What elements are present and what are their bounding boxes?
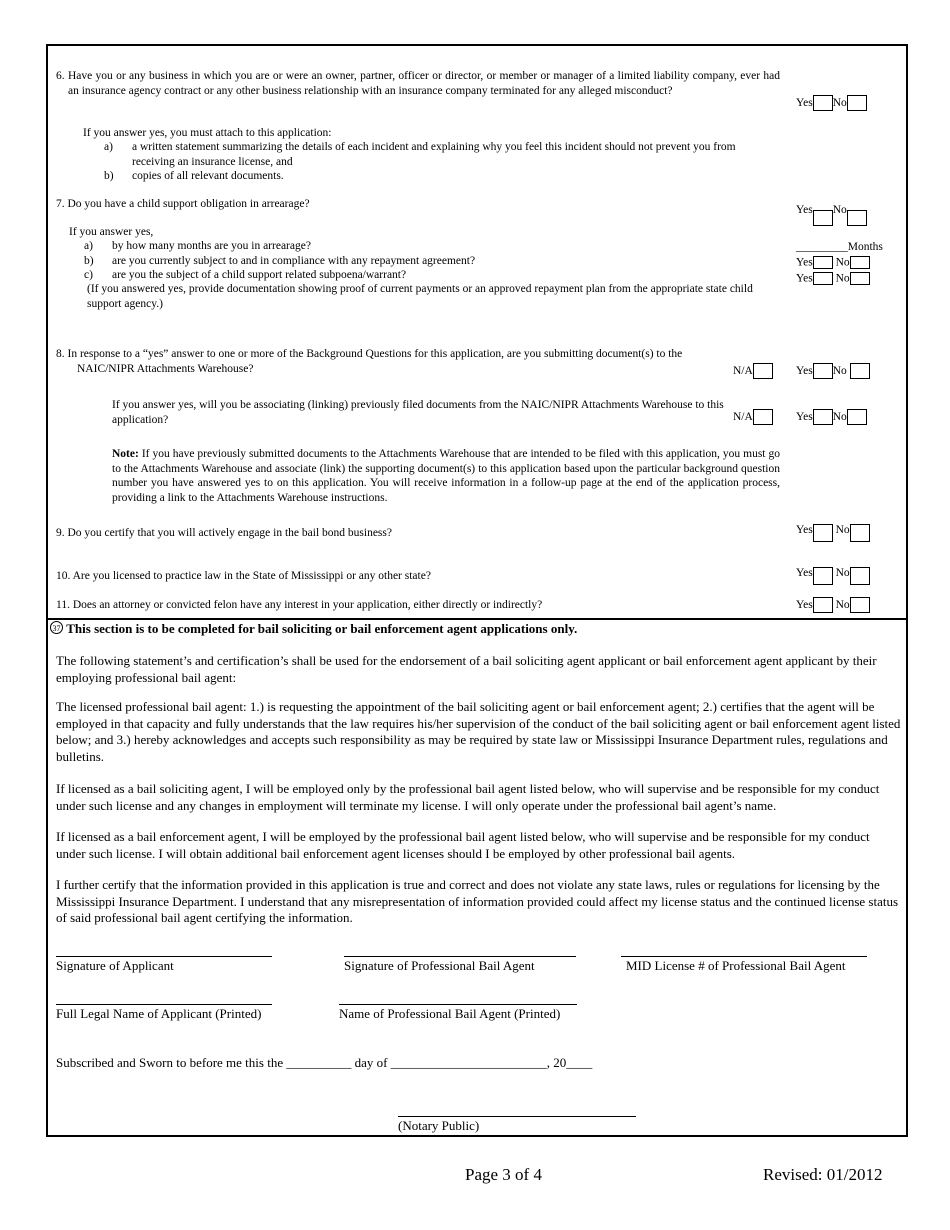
applicant-signature-line[interactable]	[56, 956, 272, 957]
q9-yes-checkbox[interactable]	[813, 524, 833, 542]
notary-signature-line[interactable]	[398, 1116, 636, 1117]
mid-license-label: MID License # of Professional Bail Agent	[626, 958, 846, 973]
q7-question: 7. Do you have a child support obligation in arrearage?	[56, 198, 310, 210]
q8-sub-yes-checkbox[interactable]	[813, 409, 833, 425]
q8-sub-na-checkbox[interactable]	[753, 409, 773, 425]
q7b-no-checkbox[interactable]	[850, 256, 870, 269]
notary-label: (Notary Public)	[398, 1118, 480, 1133]
q10-yes-checkbox[interactable]	[813, 567, 833, 585]
list-item: a) by how many months are you in arrearage?	[84, 240, 311, 252]
applicant-signature-label: Signature of Applicant	[56, 958, 174, 973]
q7b-yes-no: Yes No	[796, 256, 870, 269]
mid-license-line[interactable]	[621, 956, 867, 957]
q11-question: 11. Does an attorney or convicted felon have any interest in your application, either directly or indirectly?	[56, 599, 543, 611]
q11-yes-no: Yes No	[796, 597, 870, 613]
q10-no-checkbox[interactable]	[850, 567, 870, 585]
q7c-no-checkbox[interactable]	[850, 272, 870, 285]
section-para-3: If licensed as a bail soliciting agent, I will be employed only by the professional bail agent listed below, who will supervise and be responsible for my conduct under such license and any changes in employment will terminate my license. I will only operate under the professional bail agent’s name.	[56, 781, 880, 813]
q11-yes-checkbox[interactable]	[813, 597, 833, 613]
q8-na-checkbox[interactable]	[753, 363, 773, 379]
q9-no-checkbox[interactable]	[850, 524, 870, 542]
q6-yes-checkbox[interactable]	[813, 95, 833, 111]
q7b-yes-checkbox[interactable]	[813, 256, 833, 269]
q10-question: 10. Are you licensed to practice law in the State of Mississippi or any other state?	[56, 570, 431, 582]
q7-instructions: If you answer yes,	[69, 226, 154, 238]
section-para-1: The following statement’s and certification’s shall be used for the endorsement of a bail soliciting agent applicant or bail enforcement agent applicant by their employing professional bail agent:	[56, 653, 877, 685]
q7-no-checkbox[interactable]	[847, 210, 867, 226]
q9-question: 9. Do you certify that you will actively engage in the bail bond business?	[56, 527, 392, 539]
section-para-4: If licensed as a bail enforcement agent, I will be employed by the professional bail agent listed below, who will supervise and be responsible for my conduct under such license. I will obtain additional bail enforcement agent licenses should I be employed by other professional bail agents.	[56, 829, 870, 861]
q8-question: 8. In response to a “yes” answer to one or more of the Background Questions for this application, are you submitting document(s) to the NAIC/NIPR Attachments Warehouse?	[56, 348, 683, 375]
agent-signature-label: Signature of Professional Bail Agent	[344, 958, 535, 973]
agent-name-line[interactable]	[339, 1004, 577, 1005]
agent-signature-line[interactable]	[344, 956, 576, 957]
applicant-name-label: Full Legal Name of Applicant (Printed)	[56, 1006, 262, 1021]
q7-yes-checkbox[interactable]	[813, 210, 833, 226]
q8-yes-checkbox[interactable]	[813, 363, 833, 379]
q6-yes-no: Yes No	[796, 95, 867, 111]
q7-note: (If you answered yes, provide documentation showing proof of current payments or an approved repayment plan from the appropriate state child support agency.)	[87, 283, 753, 310]
q6-question: 6. Have you or any business in which you are or were an owner, partner, officer or director, or member or manager of a limited liability company, ever had an insurance agency contract or any other business relationship with an insurance company terminated for any alleged misconduct?	[56, 70, 780, 97]
section-para-5: I further certify that the information provided in this application is true and correct and does not violate any state laws, rules or regulations for licensing by the Mississippi Insurance Department. I understand that any misrepresentation of information provided could affect my license status and the continued license status of said professional bail agent certifying the information.	[56, 877, 899, 925]
q7-yes-no: Yes No	[796, 204, 867, 226]
list-item: a) a written statement summarizing the details of each incident and explaining why you feel this incident should not prevent you from receiving an insurance license, and	[104, 141, 736, 168]
section-number-badge: 37	[50, 621, 63, 634]
q8-no-checkbox[interactable]	[850, 363, 870, 379]
q6-item-list	[104, 140, 764, 184]
agent-name-label: Name of Professional Bail Agent (Printed)	[339, 1006, 561, 1021]
q8-na: N/A	[733, 363, 773, 379]
q7-item-list	[84, 239, 764, 283]
q6-no-checkbox[interactable]	[847, 95, 867, 111]
q7c-yes-no: Yes No	[796, 272, 870, 285]
q8-sub-question: If you answer yes, will you be associating (linking) previously filed documents from the NAIC/NIPR Attachments Warehouse to this application?	[112, 399, 724, 426]
q8-note: Note: If you have previously submitted documents to the Attachments Warehouse that are intended to be filed with this application, you must go to the Attachments Warehouse and associate (link) the supporting document(s) to this application based upon the particular background question number you have answered yes to on this application. You will receive information in a follow-up page at the end of the application process, providing a link to the Attachments Warehouse instructions.	[112, 448, 780, 504]
q10-yes-no: Yes No	[796, 567, 870, 585]
section-heading: 37 This section is to be completed for bail soliciting or bail enforcement agent applications only.	[50, 621, 577, 638]
list-item: b) copies of all relevant documents.	[104, 170, 284, 182]
applicant-name-line[interactable]	[56, 1004, 272, 1005]
q9-yes-no: Yes No	[796, 524, 870, 542]
revision-date: Revised: 01/2012	[763, 1165, 883, 1184]
q8-yes-no: Yes No	[796, 363, 870, 379]
q7c-yes-checkbox[interactable]	[813, 272, 833, 285]
q11-no-checkbox[interactable]	[850, 597, 870, 613]
q8-sub-yes-no: Yes No	[796, 409, 867, 425]
list-item: b) are you currently subject to and in compliance with any repayment agreement?	[84, 254, 476, 267]
section-para-2: The licensed professional bail agent: 1.) is requesting the appointment of the bail soliciting agent or bail enforcement agent; 2.) certifies that the agent will be employed in that capacity and fully understands that the law requires his/her supervision of the conduct of the bail soliciting agent or bail enforcement agent listed below; and 3.) hereby acknowledges and accepts such responsibility as may be required by state law or Mississippi Insurance Department rules, regulations and bulletins.	[56, 699, 901, 764]
q6-instructions: If you answer yes, you must attach to this application:	[83, 127, 332, 139]
list-item: c) are you the subject of a child support related subpoena/warrant?	[84, 269, 407, 281]
sworn-statement: Subscribed and Sworn to before me this the __________ day of ________________________, 20____	[56, 1055, 593, 1070]
q7-months-field[interactable]: _________Months	[796, 241, 883, 253]
q8-sub-no-checkbox[interactable]	[847, 409, 867, 425]
q8-sub-na: N/A	[733, 409, 773, 425]
page-number: Page 3 of 4	[465, 1165, 542, 1184]
